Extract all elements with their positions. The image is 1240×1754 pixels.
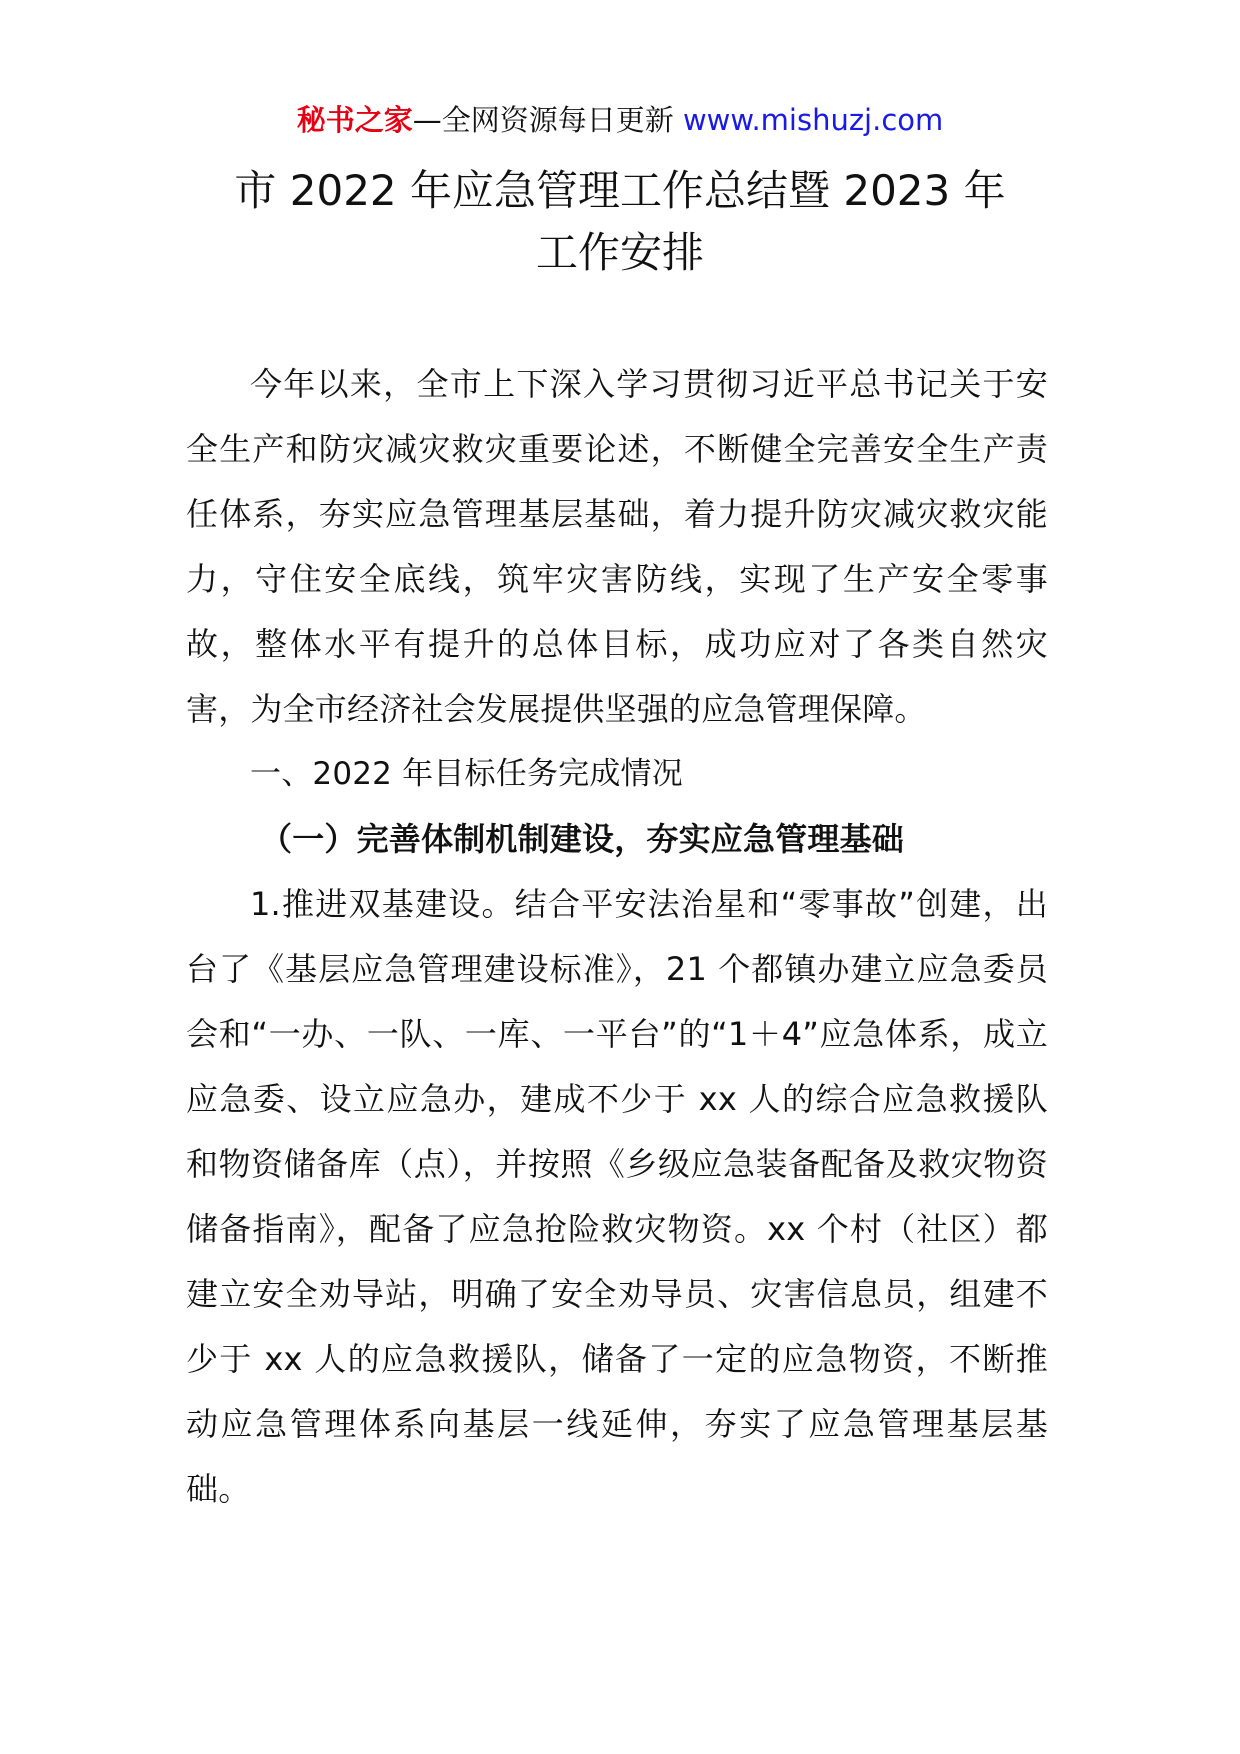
document-body	[186, 352, 1048, 1522]
title-line-1: 市 2022 年应急管理工作总结暨 2023 年	[234, 166, 1006, 215]
section-heading: 一、2022 年目标任务完成情况	[250, 756, 683, 792]
site-slogan: —全网资源每日更新	[412, 103, 683, 137]
site-header	[0, 100, 1240, 140]
subsection-heading: （一）完善体制机制建设，夯实应急管理基础	[260, 820, 905, 858]
item-paragraph: 1.推进双基建设。结合平安法治星和“零事故”创建，出台了《基层应急管理建设标准》，21 个都镇办建立应急委员会和“一办、一队、一库、一平台”的“1＋4”应急体系，成立应急委、设立应急办，建成不少于 xx 人的综合应急救援队和物资储备库（点），并按照《乡级应急装备配备及救灾物资储备指南》，配备了应急抢险救灾物资。xx 个村（社区）都建立安全劝导站，明确了安全劝导员、灾害信息员，组建不少于 xx 人的应急救援队，储备了一定的应急物资，不断推动应急管理体系向基层一线延伸，夯实了应急管理基层基础。	[186, 885, 1048, 1508]
site-brand: 秘书之家	[296, 103, 413, 137]
document-title	[0, 160, 1240, 284]
title-line-2: 工作安排	[535, 228, 704, 277]
site-url-link[interactable]: www.mishuzj.com	[682, 103, 944, 137]
intro-paragraph: 今年以来，全市上下深入学习贯彻习近平总书记关于安全生产和防灾减灾救灾重要论述，不断健全完善安全生产责任体系，夯实应急管理基层基础，着力提升防灾减灾救灾能力，守住安全底线，筑牢灾害防线，实现了生产安全零事故，整体水平有提升的总体目标，成功应对了各类自然灾害，为全市经济社会发展提供坚强的应急管理保障。	[186, 365, 1048, 728]
